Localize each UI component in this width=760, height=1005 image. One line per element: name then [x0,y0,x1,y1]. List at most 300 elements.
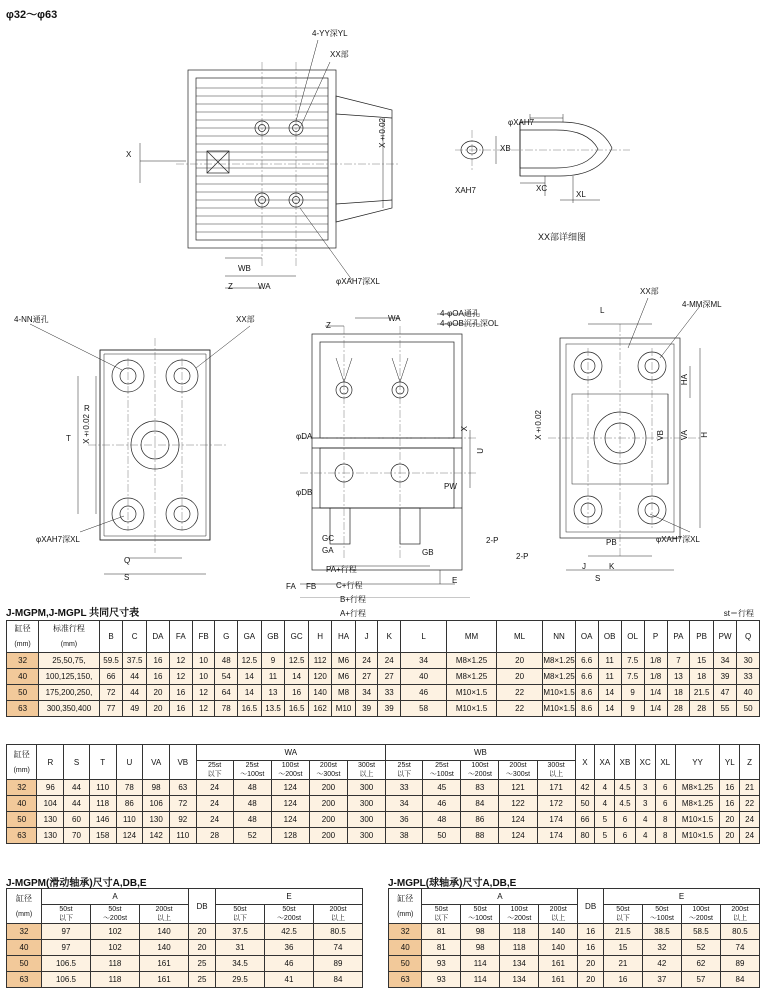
label-z: Z [228,282,233,291]
t2-wa-value: 200 [309,796,347,812]
t4-e-value: 52 [681,940,720,956]
t2-wb-value: 86 [461,812,499,828]
t2-wb-value: 174 [537,812,575,828]
t2-wa-value: 300 [348,780,386,796]
t2-value: 3 [635,780,655,796]
t2-value: 3 [635,796,655,812]
t1-value: M10 [332,701,356,717]
t4-e-value: 80.5 [720,924,759,940]
t2-value: 158 [89,828,116,844]
t2-bore: 50 [7,812,37,828]
t1-value: 16 [169,701,192,717]
t1-value: 55 [713,701,736,717]
t1-stroke: 25,50,75, [39,653,100,669]
label-gc: GC [322,534,334,543]
t1-value: 40 [737,685,760,701]
t2-value: 8 [655,828,675,844]
t2-wb-value: 83 [461,780,499,796]
t4-a-value: 114 [461,956,500,972]
t1-value: 14 [598,701,621,717]
t2-wa-value: 124 [271,812,309,828]
t2-wb-value: 36 [386,812,423,828]
label-pb: PB [606,538,617,547]
t2-value: 24 [740,812,760,828]
t1-stroke: 300,350,400 [39,701,100,717]
t1-value: 10 [192,669,215,685]
t4-e-value: 89 [720,956,759,972]
t2-value: 4.5 [615,796,635,812]
wa-wb-dimensions-table [6,744,760,844]
t2-wa-value: 48 [233,796,271,812]
t1-value: 7.5 [621,669,644,685]
t3-a-value: 161 [140,956,189,972]
t3-bore: 63 [7,972,42,988]
label-mm-depth-ml: 4-MM深ML [682,300,722,309]
t3-a-value: 106.5 [42,956,91,972]
t4-e-value: 15 [603,940,642,956]
t4-a-value: 134 [500,972,539,988]
t1-value: 22 [496,701,542,717]
t2-wa-value: 200 [309,828,347,844]
common-dimensions-table [6,620,760,717]
t2-value: 146 [89,812,116,828]
t3-header-a-sub: 50st 以下 [42,905,91,924]
t4-e-value: 57 [681,972,720,988]
label-s-right: S [595,574,601,583]
t2-value: 5 [595,812,615,828]
t2-value: 110 [89,780,116,796]
t2-value: 130 [143,812,170,828]
t2-value: 8 [655,812,675,828]
label-r: R [84,404,90,413]
t2-value: 6 [655,796,675,812]
t3-bore: 50 [7,956,42,972]
t1-value: M8×1.25 [447,669,497,685]
t3-a-value: 140 [140,924,189,940]
page-title: φ32～φ63 [6,9,58,21]
t3-bore: 40 [7,940,42,956]
t2-header: XC [635,745,655,780]
table1-block [6,604,139,621]
t1-value: 13 [261,685,285,701]
table-row [7,956,363,972]
t2-wa-value: 300 [348,812,386,828]
t2-wb-value: 172 [537,796,575,812]
t4-e-value: 21.5 [603,924,642,940]
t1-header: P [644,621,667,653]
t4-header-a-sub: 100st ～200st [500,905,539,924]
label-u: U [476,448,485,454]
label-nn-through: 4-NN通孔 [14,315,49,324]
label-q: Q [124,556,131,565]
t2-wb-value: 171 [537,780,575,796]
t1-header: 标准行程 (mm) [39,621,100,653]
t3-e-value: 74 [314,940,363,956]
label-fa: FA [286,582,296,591]
label-c-stroke: C+行程 [336,581,363,590]
t1-value: 14 [598,685,621,701]
t1-value: 16.5 [285,701,309,717]
t4-e-value: 32 [642,940,681,956]
t1-value: 44 [123,669,147,685]
label-a-stroke: A+行程 [340,609,367,618]
label-wa: WA [258,282,271,291]
t1-value: M8×1.25 [543,669,575,685]
t1-value: 59.5 [99,653,123,669]
t1-value: 7.5 [621,653,644,669]
t1-value: 34 [713,653,736,669]
t2-header-wb-sub: 300st 以上 [537,761,575,780]
t1-header: L [401,621,447,653]
t3-a-value: 118 [91,956,140,972]
t1-value: 10 [192,653,215,669]
t4-header-a-sub: 50st 以下 [422,905,461,924]
t1-value: M10×1.5 [447,685,497,701]
t3-a-value: 106.5 [42,972,91,988]
t1-value: 8.6 [575,701,598,717]
t2-value: 4 [635,828,655,844]
t4-a-value: 93 [422,956,461,972]
t2-wa-value: 48 [233,812,271,828]
t4-e-value: 74 [720,940,759,956]
t4-db-value: 20 [578,956,604,972]
t1-header: OL [621,621,644,653]
t2-wa-value: 24 [196,812,233,828]
label-t: T [66,434,71,443]
t4-a-value: 118 [500,924,539,940]
label-xah7-depth-xl-top: φXAH7深XL [336,277,380,286]
label-k: K [609,562,615,571]
t2-value: 96 [37,780,64,796]
t2-header-wb-sub: 100st ～200st [461,761,499,780]
t3-a-value: 140 [140,940,189,956]
t4-header-a-sub: 200st 以上 [539,905,578,924]
t1-value: 11 [261,669,285,685]
t3-e-value: 42.5 [265,924,314,940]
t4-bore: 50 [389,956,422,972]
t4-db-value: 16 [578,924,604,940]
t2-value: 124 [116,828,143,844]
t4-a-value: 81 [422,940,461,956]
t4-a-value: 134 [500,956,539,972]
t2-value: 66 [575,812,595,828]
t4-a-value: 161 [539,972,578,988]
t4-header-a-sub: 50st ～100st [461,905,500,924]
t1-value: 12.5 [285,653,309,669]
t3-e-value: 89 [314,956,363,972]
label-h: H [700,432,709,438]
label-xx-section-3: XX部 [236,315,255,324]
t1-bore: 50 [7,685,39,701]
t1-header: GA [238,621,262,653]
t2-header: XB [615,745,635,780]
label-xb: XB [500,144,511,153]
t1-header: GC [285,621,309,653]
t2-value: 6 [655,780,675,796]
t1-value: 14 [238,669,262,685]
t3-a-value: 102 [91,940,140,956]
t2-value: 142 [143,828,170,844]
t2-header: VB [169,745,196,780]
t1-value: 49 [123,701,147,717]
label-xx-section-1: XX部 [330,50,349,59]
t1-value: M8×1.25 [543,653,575,669]
t3-db-value: 20 [189,924,216,940]
t1-value: 48 [215,653,238,669]
label-ga: GA [322,546,334,555]
t3-header-e: E [216,889,363,905]
table-row [7,796,760,812]
label-va: VA [680,430,689,441]
drawing-svg [0,18,760,598]
t2-value: M10×1.5 [675,828,720,844]
t1-value: 24 [355,653,378,669]
t1-value: 7 [667,653,690,669]
t2-header: X [575,745,595,780]
t4-e-value: 16 [603,972,642,988]
label-wa-center: WA [388,314,401,323]
t1-value: 162 [308,701,331,717]
t1-header: J [355,621,378,653]
t2-value: 80 [575,828,595,844]
t4-header-e-sub: 100st ～200st [681,905,720,924]
t1-value: 6.6 [575,669,598,685]
label-yy-depth-yl: 4-YY深YL [312,29,348,38]
t2-value: 4 [595,780,615,796]
t2-header: T [89,745,116,780]
t1-header: DA [147,621,170,653]
label-ha: HA [680,374,689,386]
t2-value: 20 [720,828,740,844]
t1-value: M8 [332,685,356,701]
t1-header: PA [667,621,690,653]
t2-wb-value: 38 [386,828,423,844]
t1-value: 39 [378,701,401,717]
t1-value: 6.6 [575,653,598,669]
label-xx-detail-view: XX部详细图 [538,232,587,242]
label-l: L [600,306,605,315]
t2-wb-value: 174 [537,828,575,844]
t1-value: 11 [598,653,621,669]
label-xah7: φXAH7 [508,118,535,127]
t1-header: K [378,621,401,653]
t1-value: 12 [169,669,192,685]
t2-wb-value: 88 [461,828,499,844]
t2-value: 4 [635,812,655,828]
t1-value: 140 [308,685,331,701]
t1-value: 9 [621,685,644,701]
label-e: E [452,576,458,585]
t1-value: 20 [496,653,542,669]
t1-value: 54 [215,669,238,685]
label-xah7-depth-xl-right: φXAH7深XL [656,535,700,544]
t1-header: OB [598,621,621,653]
t1-header: B [99,621,123,653]
t1-value: 78 [215,701,238,717]
label-xc: XC [536,184,548,193]
label-pa-stroke: PA+行程 [326,565,357,574]
t2-bore: 32 [7,780,37,796]
t1-header: NN [543,621,575,653]
t2-wa-value: 24 [196,780,233,796]
t4-a-value: 98 [461,940,500,956]
t3-e-value: 80.5 [314,924,363,940]
t1-value: 33 [378,685,401,701]
t2-value: 78 [116,780,143,796]
t1-value: 66 [99,669,123,685]
t3-header-a-sub: 50st ～200st [91,905,140,924]
t4-a-value: 98 [461,924,500,940]
table-row [7,780,760,796]
t1-value: 40 [401,669,447,685]
t1-value: 28 [667,701,690,717]
t1-value: 24 [378,653,401,669]
table-row [7,924,363,940]
label-xah7-2: XAH7 [455,186,476,195]
table3-caption: J-MGPM(滑动轴承)尺寸A,DB,E [6,878,147,889]
t2-value: 60 [64,812,90,828]
t2-value: 21 [740,780,760,796]
t2-wa-value: 124 [271,796,309,812]
t3-a-value: 161 [140,972,189,988]
t2-value: 6 [615,812,635,828]
t4-header-a: A [422,889,578,905]
t4-a-value: 114 [461,972,500,988]
label-xah7-depth-xl-left: φXAH7深XL [36,535,80,544]
t2-wb-value: 122 [499,796,537,812]
t1-value: 21.5 [690,685,714,701]
t1-value: M8×1.25 [447,653,497,669]
label-2p-1: 2-P [486,536,499,545]
t2-wa-value: 200 [309,780,347,796]
t3-header-bore: 缸径 (mm) [7,889,42,924]
t2-wa-value: 300 [348,828,386,844]
t3-db-value: 25 [189,956,216,972]
t1-value: 16 [147,669,170,685]
t2-header-wa-group: WA [196,745,386,761]
t1-value: 50 [737,701,760,717]
t1-value: 16 [285,685,309,701]
t1-bore: 63 [7,701,39,717]
t2-header-wa-sub: 300st 以上 [348,761,386,780]
label-b-stroke: B+行程 [340,595,367,604]
table-row [389,924,760,940]
t1-value: 18 [690,669,714,685]
t1-value: 37.5 [123,653,147,669]
t3-header-e-sub: 200st 以上 [314,905,363,924]
t1-value: 47 [713,685,736,701]
t3-e-value: 37.5 [216,924,265,940]
t2-wb-value: 48 [423,812,461,828]
t4-e-value: 21 [603,956,642,972]
t2-bore: 63 [7,828,37,844]
t2-wa-value: 24 [196,796,233,812]
t2-bore: 40 [7,796,37,812]
t1-header: ML [496,621,542,653]
t2-value: 98 [143,780,170,796]
t4-a-value: 93 [422,972,461,988]
t2-value: 22 [740,796,760,812]
label-fb: FB [306,582,317,591]
t4-e-value: 42 [642,956,681,972]
label-j: J [582,562,586,571]
label-x-tolerance-top: X±0.02 [378,118,387,148]
t1-header: FA [169,621,192,653]
t1-header: PW [713,621,736,653]
t4-a-value: 140 [539,940,578,956]
t2-value: 130 [37,812,64,828]
t1-value: 27 [355,669,378,685]
t2-header-wb-sub: 200st ～300st [499,761,537,780]
t1-value: 46 [401,685,447,701]
t1-value: 16 [169,685,192,701]
t2-value: 106 [143,796,170,812]
t2-value: 16 [720,796,740,812]
table-row [7,685,760,701]
t2-value: 44 [64,780,90,796]
t3-header-a-sub: 200st 以上 [140,905,189,924]
t2-value: 72 [169,796,196,812]
label-s-left: S [124,573,130,582]
label-2p-2: 2-P [516,552,529,561]
table-row [7,701,760,717]
t3-a-value: 102 [91,924,140,940]
t3-db-value: 25 [189,972,216,988]
t2-header-wb-sub: 25st ～100st [423,761,461,780]
t4-e-value: 37 [642,972,681,988]
t1-header: OA [575,621,598,653]
t4-bore: 63 [389,972,422,988]
t1-value: 18 [667,685,690,701]
t4-header-db: DB [578,889,604,924]
t2-wb-value: 46 [423,796,461,812]
t2-header: YL [720,745,740,780]
t1-value: 28 [690,701,714,717]
table-row [7,653,760,669]
t1-value: M6 [332,669,356,685]
t1-value: 58 [401,701,447,717]
t1-value: 12.5 [238,653,262,669]
table-row [389,940,760,956]
t1-header: G [215,621,238,653]
t2-value: 5 [595,828,615,844]
label-x-top: X [126,150,132,159]
label-x-center: X [460,426,469,432]
t2-value: 4 [595,796,615,812]
t1-value: 14 [285,669,309,685]
t1-value: 13 [667,669,690,685]
t1-value: 12 [192,701,215,717]
t3-header-a: A [42,889,189,905]
t4-a-value: 81 [422,924,461,940]
t1-bore: 32 [7,653,39,669]
t2-header: XA [595,745,615,780]
t2-header: R [37,745,64,780]
t2-header: YY [675,745,720,780]
t2-header: Z [740,745,760,780]
t2-value: 44 [64,796,90,812]
t1-value: 27 [378,669,401,685]
table-row [7,828,760,844]
t1-value: 34 [401,653,447,669]
t2-value: 4.5 [615,780,635,796]
t4-header-e-sub: 50st 以下 [603,905,642,924]
t1-bore: 40 [7,669,39,685]
t2-header-wb-group: WB [386,745,576,761]
table-row [7,669,760,685]
t1-value: M10×1.5 [543,685,575,701]
mgpl-dimensions-table [388,888,760,988]
